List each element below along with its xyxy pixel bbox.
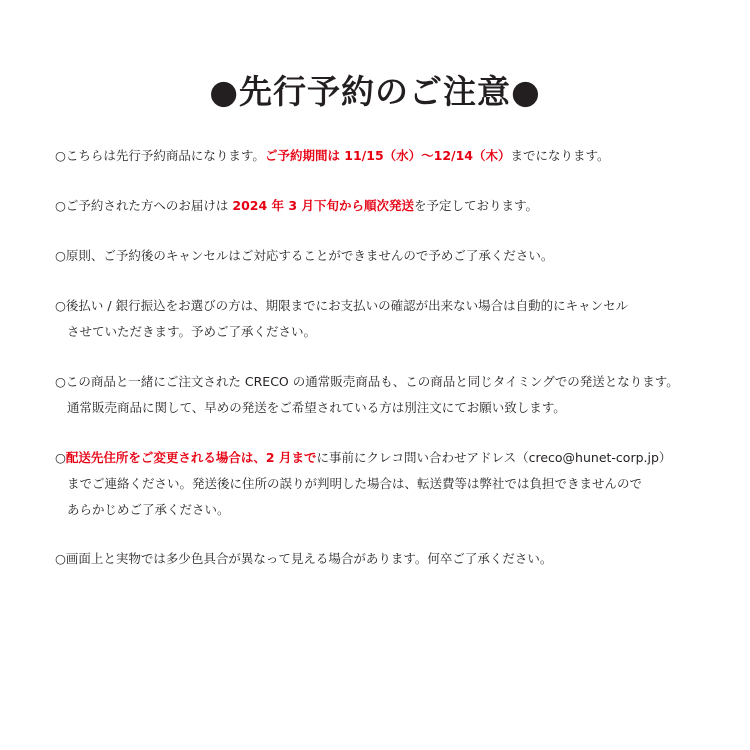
note-text: までになります。	[510, 148, 610, 163]
note-line	[55, 243, 553, 269]
note-line	[55, 193, 538, 219]
note-line	[55, 445, 671, 471]
highlight-text: 配送先住所をご変更される場合は、2 月まで	[65, 450, 317, 465]
note-line	[55, 319, 628, 345]
note-text: 画面上と実物では多少色具合が異なって見える場合があります。何卒ご了承ください。	[65, 551, 553, 566]
note-line	[55, 546, 552, 572]
note-payment	[55, 293, 628, 345]
note-color-difference	[55, 546, 552, 572]
note-reservation-period	[55, 143, 610, 169]
bullet-icon: ○	[55, 298, 66, 313]
note-text: 後払い / 銀行振込をお選びの方は、期限までにお支払いの確認が出来ない場合は自動的にキャンセル	[65, 298, 629, 313]
bullet-icon: ○	[55, 198, 66, 213]
note-text: ご予約された方へのお届けは	[65, 198, 233, 213]
page-title: ●先行予約のご注意●	[209, 72, 541, 111]
note-address-change	[55, 445, 671, 523]
note-combined-order	[55, 369, 679, 421]
note-text: を予定しております。	[413, 198, 538, 213]
note-line	[55, 471, 671, 497]
bullet-icon: ○	[55, 551, 66, 566]
bullet-icon: ○	[55, 450, 66, 465]
note-line	[55, 497, 671, 523]
note-shipping-date	[55, 193, 538, 219]
note-line	[55, 395, 679, 421]
bullet-icon: ○	[55, 248, 66, 263]
note-text: までご連絡ください。発送後に住所の誤りが判明した場合は、転送費等は弊社では負担できませんので	[67, 476, 643, 491]
note-line	[55, 369, 679, 395]
note-text: あらかじめご了承ください。	[67, 502, 230, 517]
highlight-text: ご予約期間は 11/15（水）〜12/14（木）	[264, 148, 511, 163]
highlight-text: 2024 年 3 月下旬から順次発送	[232, 198, 414, 213]
bullet-icon: ○	[55, 374, 66, 389]
note-text: 原則、ご予約後のキャンセルはご対応することができませんので予めご了承ください。	[65, 248, 554, 263]
note-text: させていただきます。予めご了承ください。	[67, 324, 317, 339]
note-line	[55, 293, 628, 319]
note-line	[55, 143, 610, 169]
note-cancellation	[55, 243, 553, 269]
bullet-icon: ○	[55, 148, 66, 163]
note-text: この商品と一緒にご注文された CRECO の通常販売商品も、この商品と同じタイミングでの発送となります。	[65, 374, 679, 389]
note-text: こちらは先行予約商品になります。	[65, 148, 265, 163]
note-text: に事前にクレコ問い合わせアドレス（creco@hunet-corp.jp）	[316, 450, 672, 465]
note-text: 通常販売商品に関して、早めの発送をご希望されている方は別注文にてお願い致します。	[67, 400, 566, 415]
